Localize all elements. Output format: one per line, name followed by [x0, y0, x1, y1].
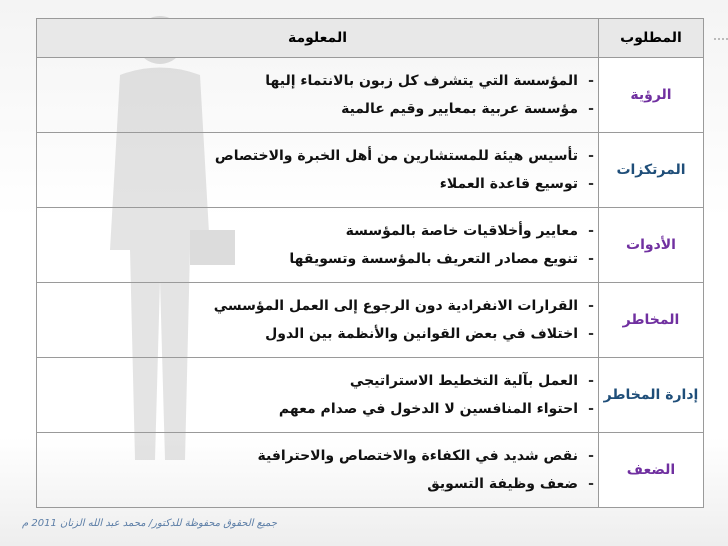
- row-content: [37, 358, 599, 433]
- bullet-icon: -: [588, 101, 594, 117]
- bullet-icon: -: [588, 148, 594, 164]
- header-row: [37, 19, 704, 58]
- table-row: [37, 433, 704, 508]
- row-label: المرتكزات: [599, 133, 704, 208]
- header-required: المطلوب: [599, 19, 704, 58]
- item-text: اختلاف في بعض القوانين والأنظمة بين الدول: [265, 326, 578, 342]
- table-row: [37, 283, 704, 358]
- info-table: [36, 18, 704, 508]
- table-row: [37, 208, 704, 283]
- bullet-icon: -: [588, 251, 594, 267]
- item-text: معايير وأخلاقيات خاصة بالمؤسسة: [345, 223, 578, 239]
- row-label: المخاطر: [599, 283, 704, 358]
- list-item: [37, 442, 598, 470]
- header-info: المعلومة: [37, 19, 599, 58]
- row-content: [37, 133, 599, 208]
- list-item: [37, 170, 598, 198]
- bullet-icon: -: [588, 223, 594, 239]
- item-text: مؤسسة عربية بمعايير وقيم عالمية: [341, 101, 578, 117]
- list-item: [37, 95, 598, 123]
- item-text: احتواء المنافسين لا الدخول في صدام معهم: [278, 401, 578, 417]
- row-label: الضعف: [599, 433, 704, 508]
- item-text: توسيع قاعدة العملاء: [439, 176, 578, 192]
- item-text: نقص شديد في الكفاءة والاختصاص والاحترافية: [257, 448, 578, 464]
- bullet-icon: -: [588, 401, 594, 417]
- list-item: [37, 292, 598, 320]
- list-item: [37, 142, 598, 170]
- bullet-icon: -: [588, 176, 594, 192]
- bullet-icon: -: [588, 298, 594, 314]
- bullet-icon: -: [588, 73, 594, 89]
- bullet-icon: -: [588, 476, 594, 492]
- list-item: [37, 470, 598, 498]
- item-text: تنويع مصادر التعريف بالمؤسسة وتسويقها: [289, 251, 578, 267]
- list-item: [37, 367, 598, 395]
- item-text: تأسيس هيئة للمستشارين من أهل الخبرة والاختصاص: [214, 148, 578, 164]
- table-row: [37, 133, 704, 208]
- table-row: [37, 58, 704, 133]
- list-item: [37, 217, 598, 245]
- bullet-icon: -: [588, 448, 594, 464]
- bullet-icon: -: [588, 373, 594, 389]
- row-label: إدارة المخاطر: [599, 358, 704, 433]
- item-text: المؤسسة التي يتشرف كل زبون بالانتماء إليها: [265, 73, 578, 89]
- item-text: العمل بآلية التخطيط الاستراتيجي: [349, 373, 578, 389]
- row-content: [37, 58, 599, 133]
- table-row: [37, 358, 704, 433]
- copyright-footer: جميع الحقوق محفوظة للدكتور/ محمد عبد الله الزنان 2011 م: [22, 518, 278, 529]
- row-label: الرؤية: [599, 58, 704, 133]
- row-content: [37, 283, 599, 358]
- list-item: [37, 245, 598, 273]
- bullet-icon: -: [588, 326, 594, 342]
- row-label: الأدوات: [599, 208, 704, 283]
- list-item: [37, 67, 598, 95]
- item-text: القرارات الانفرادية دون الرجوع إلى العمل المؤسسي: [213, 298, 578, 314]
- list-item: [37, 395, 598, 423]
- decorative-dots: [714, 38, 728, 40]
- row-content: [37, 433, 599, 508]
- item-text: ضعف وظيفة التسويق: [427, 476, 578, 492]
- row-content: [37, 208, 599, 283]
- list-item: [37, 320, 598, 348]
